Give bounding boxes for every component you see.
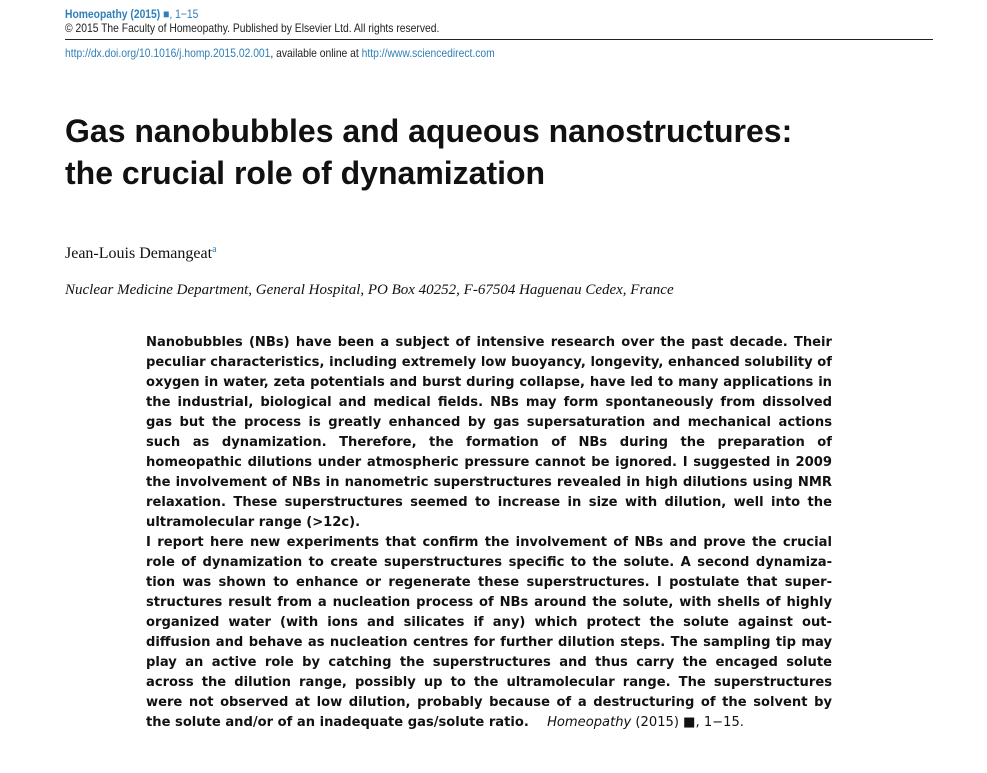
abstract	[146, 333, 832, 733]
abstract-paragraph-2-text: I report here new experiments that confirm the involvement of NBs and prove the crucial role of dynamization to create superstructures specific to the solute. A second dynamization was shown to enhance or regenerate these superstructures. I postulate that superstructures result from a nucleation process of NBs around the solute, with shells of highly organized water (with ions and silicates if any) which protect the solute against out-diffusion and behave as nucleation centres for further dilution steps. The sampling tip may play an active role by catching the superstructures and thus carry the encaged solute across the dilution range, possibly up to the ultramolecular range. The superstructures were not observed at low dilution, probably because of a destructuring of the solvent by the solute and/or of an inadequate gas/solute ratio.	[146, 535, 832, 730]
journal-year: (2015)	[130, 7, 161, 21]
article-title	[65, 110, 945, 194]
citation-year: (2015)	[631, 715, 684, 730]
author-affiliation: Nuclear Medicine Department, General Hospital, PO Box 40252, F-67504 Haguenau Cedex, France	[65, 282, 674, 298]
title-line-1: Gas nanobubbles and aqueous nanostructures:	[65, 113, 793, 149]
abstract-citation	[547, 715, 744, 730]
citation-journal: Homeopathy	[547, 715, 632, 730]
journal-name[interactable]: Homeopathy	[65, 7, 128, 21]
copyright-notice: © 2015 The Faculty of Homeopathy. Published by Elsevier Ltd. All rights reserved.	[65, 21, 440, 35]
citation-square-glyph: ■	[683, 715, 696, 730]
author-name[interactable]: Jean-Louis Demangeat	[65, 245, 213, 262]
sciencedirect-link[interactable]: http://www.sciencedirect.com	[361, 46, 495, 60]
abstract-paragraph-2	[146, 533, 832, 733]
available-online-text: , available online at	[270, 46, 362, 60]
citation-pages: , 1−15.	[695, 715, 744, 730]
doi-line	[65, 46, 495, 60]
journal-citation-line	[65, 7, 811, 21]
affiliation-marker[interactable]: a	[212, 244, 217, 255]
doi-link[interactable]: http://dx.doi.org/10.1016/j.homp.2015.02.001	[65, 46, 271, 60]
title-line-2: the crucial role of dynamization	[65, 155, 546, 191]
abstract-paragraph-1: Nanobubbles (NBs) have been a subject of intensive research over the past decade. Their peculiar characteristics, including extremely low buoyancy, longevity, enhanced solubility of oxygen in water, zeta potentials and burst during collapse, have led to many applications in the industrial, biological and medical fields. NBs may form spontaneously from dissolved gas but the process is greatly enhanced by gas supersaturation and mechanical actions such as dynamization. Therefore, the formation of NBs during the preparation of homeopathic dilutions under atmospheric pressure cannot be ignored. I suggested in 2009 the involvement of NBs in nanometric superstructures revealed in high dilutions using NMR relaxation. These superstructures seemed to increase in size with dilution, well into the ultramolecular range (>12c).	[146, 335, 832, 530]
journal-header	[65, 7, 933, 35]
journal-pages: , 1−15	[169, 7, 199, 21]
header-divider	[65, 39, 933, 40]
issue-square-glyph: ■	[163, 7, 170, 21]
author-line	[65, 244, 217, 263]
